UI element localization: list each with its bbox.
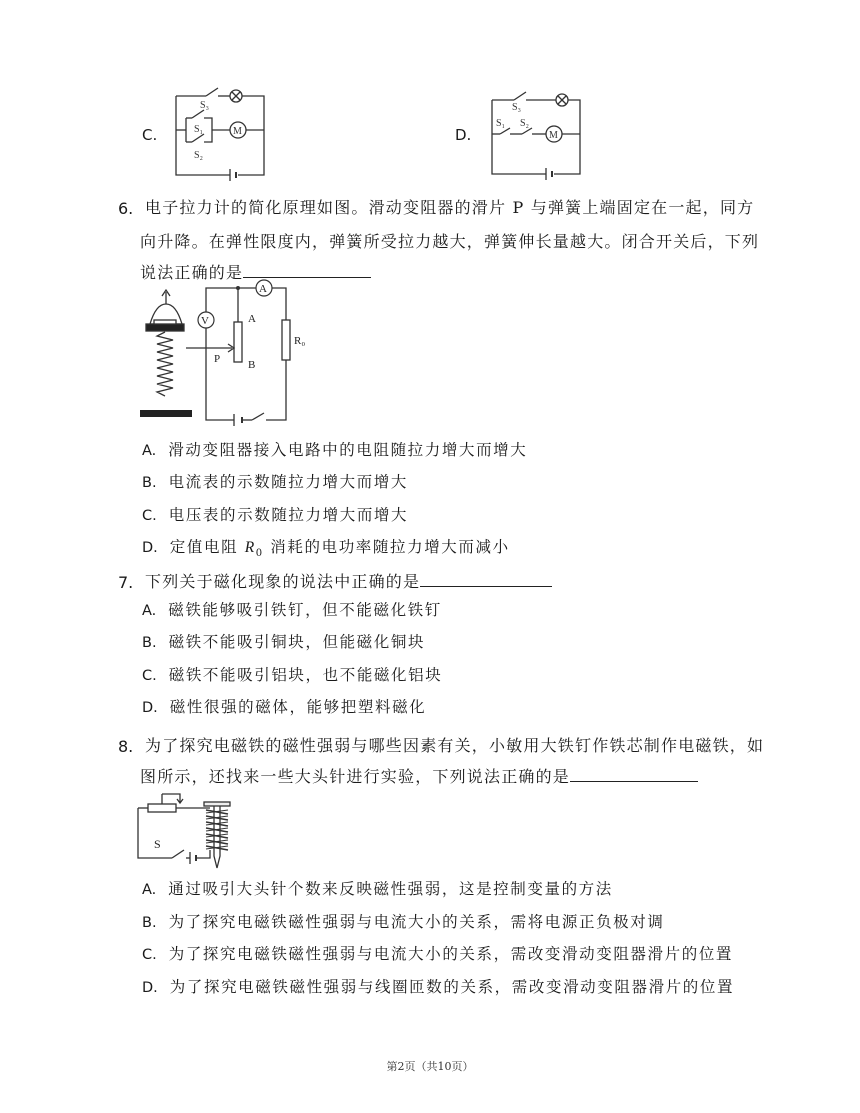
q5-d-motor-label: M <box>549 130 558 141</box>
q6-option-b[interactable] <box>142 471 408 493</box>
q8-option-c-key: C. <box>142 947 157 963</box>
page-footer: 第2页（共10页） <box>386 1060 474 1073</box>
q8-option-a[interactable] <box>142 878 613 900</box>
q7-option-c[interactable] <box>142 664 442 686</box>
q7-number: 7. <box>118 573 134 592</box>
q8-option-b[interactable] <box>142 911 664 933</box>
q6-number: 6. <box>118 199 134 218</box>
q6-option-d-subscript: 0 <box>255 548 264 560</box>
q5-c-switch-s3: S₃ <box>200 100 210 111</box>
q8-stem-line1: 为了探究电磁铁的磁性强弱与哪些因素有关，小敏用大铁钉作铁芯制作电磁铁，如 <box>145 736 765 755</box>
q8-switch-label: S <box>154 837 161 851</box>
q8-option-c-text: 为了探究电磁铁磁性强弱与电流大小的关系，需改变滑动变阻器滑片的位置 <box>168 945 734 963</box>
q8-option-b-text: 为了探究电磁铁磁性强弱与电流大小的关系，需将电源正负极对调 <box>168 913 665 931</box>
q6-stem-line3-text: 说法正确的是 <box>140 263 244 282</box>
q6-option-d-text-pre: 定值电阻 <box>169 538 245 556</box>
q8-option-a-key: A. <box>142 882 157 898</box>
q7-option-c-key: C. <box>142 668 157 684</box>
q5-c-motor-label: M <box>233 126 242 137</box>
q6-option-d-text-post: 消耗的电功率随拉力增大而减小 <box>263 538 510 556</box>
q6-option-b-key: B. <box>142 475 157 491</box>
q5-d-switch-s3: S₃ <box>512 102 522 113</box>
q7-option-a-text: 磁铁能够吸引铁钉，但不能磁化铁钉 <box>168 601 442 619</box>
q6-option-a-key: A. <box>142 443 157 459</box>
q6-option-a-text: 滑动变阻器接入电路中的电阻随拉力增大而增大 <box>168 441 528 459</box>
q5-d-switch-s2: S₂ <box>520 118 530 129</box>
q8-option-d-text: 为了探究电磁铁磁性强弱与线圈匝数的关系，需改变滑动变阻器滑片的位置 <box>169 978 735 996</box>
q5-option-c-label: C. <box>142 126 158 144</box>
q7-stem-text: 下列关于磁化现象的说法中正确的是 <box>145 572 421 591</box>
q7-option-d-key: D. <box>142 700 158 716</box>
q7-option-d-text: 磁性很强的磁体，能够把塑料磁化 <box>169 698 427 716</box>
q8-stem-line2 <box>140 760 698 794</box>
q8-option-d-key: D. <box>142 980 158 996</box>
q8-stem-line2-text: 图所示，还找来一些大头针进行实验，下列说法正确的是 <box>140 767 571 786</box>
q5-c-switch-s2: S₂ <box>194 150 204 161</box>
q6-end-b-label: B <box>248 359 256 371</box>
q5-circuit-c <box>170 80 270 185</box>
q7-option-b-text: 磁铁不能吸引铜块，但能磁化铜块 <box>168 633 426 651</box>
q6-answer-blank[interactable] <box>243 259 371 278</box>
q6-option-c-text: 电压表的示数随拉力增大而增大 <box>168 506 409 524</box>
q8-number: 8. <box>118 737 134 756</box>
q7-option-c-text: 磁铁不能吸引铝块，也不能磁化铝块 <box>168 666 443 684</box>
q6-option-b-text: 电流表的示数随拉力增大而增大 <box>168 473 408 491</box>
q8-option-a-text: 通过吸引大头针个数来反映磁性强弱，这是控制变量的方法 <box>168 880 613 898</box>
q6-slider-label: P <box>214 353 221 365</box>
q7-stem <box>145 565 552 599</box>
q6-option-c-key: C. <box>142 508 157 524</box>
q6-stem-line1: 电子拉力计的简化原理如图。滑动变阻器的滑片 P 与弹簧上端固定在一起，同方 <box>145 198 755 217</box>
q6-option-c[interactable] <box>142 504 408 526</box>
q5-option-d-label: D. <box>455 126 472 144</box>
q7-option-d[interactable] <box>142 696 426 718</box>
q6-stem-line2: 向升降。在弹性限度内，弹簧所受拉力越大，弹簧伸长量越大。闭合开关后，下列 <box>140 232 760 251</box>
q7-option-a-key: A. <box>142 603 157 619</box>
q8-option-d[interactable] <box>142 976 734 998</box>
q6-voltmeter-label: V <box>201 315 209 327</box>
q6-figure <box>136 282 316 427</box>
q6-option-d[interactable] <box>142 536 510 558</box>
q6-resistor-label: R₀ <box>294 335 306 347</box>
q7-option-a[interactable] <box>142 599 442 621</box>
q8-option-c[interactable] <box>142 943 733 965</box>
q7-option-b[interactable] <box>142 631 425 653</box>
q6-option-a[interactable] <box>142 439 527 461</box>
q6-ammeter-label: A <box>259 283 267 295</box>
q5-d-switch-s1: S₁ <box>496 118 506 129</box>
q8-option-b-key: B. <box>142 915 157 931</box>
q8-answer-blank[interactable] <box>570 763 698 782</box>
q6-option-d-key: D. <box>142 540 158 556</box>
q5-circuit-d <box>488 86 588 181</box>
q6-end-a-label: A <box>248 313 256 325</box>
q7-answer-blank[interactable] <box>420 568 552 587</box>
q6-option-d-symbol: R <box>244 539 256 556</box>
q8-figure <box>136 790 236 870</box>
q7-option-b-key: B. <box>142 635 157 651</box>
q5-c-switch-s1: S₁ <box>194 124 204 135</box>
